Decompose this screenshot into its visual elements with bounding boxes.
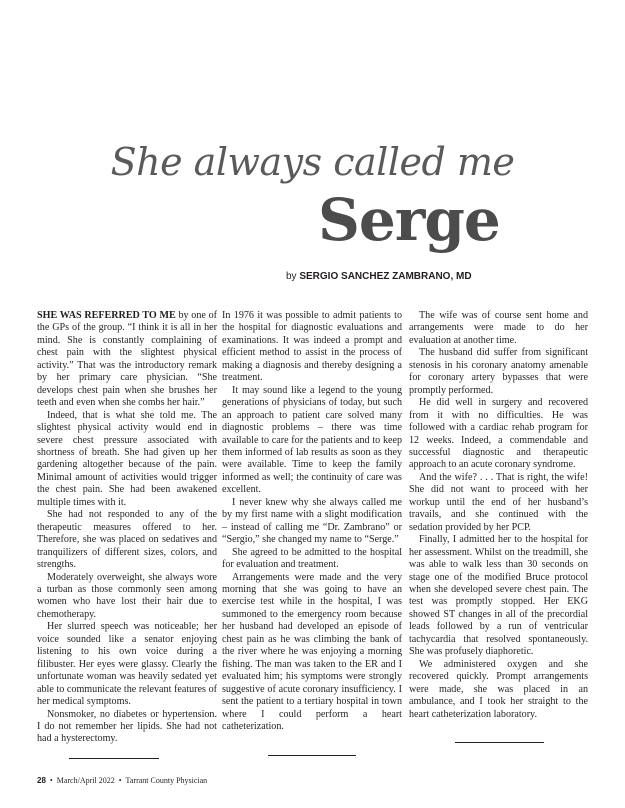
paragraph: Moderately overweight, she always wore a turban as those commonly seen among women who have lost their hair due to chemotherapy. — [37, 571, 217, 620]
page-footer — [37, 776, 207, 785]
column-3 — [409, 310, 588, 721]
paragraph: It may sound like a legend to the young generations of physicians of today, but such an approach to patient care solved many diagnostic problems – there was time available to care for the patients and to keep them informed of lab results as soon as they were available. Time to keep the family informed as well; the continuity of care was excellent. — [222, 384, 402, 496]
byline-prefix: by — [286, 271, 300, 282]
paragraph: Indeed, that is what she told me. The slightest physical activity would end in severe chest pressure associated with shortness of breath. She had given up her gardening altogether because of the pain. Minimal amount of activities would trigger the chest pain. She had been awakened multiple times with it. — [37, 409, 217, 508]
article-title-main: Serge — [318, 186, 500, 254]
page-number: 28 — [37, 776, 46, 785]
byline-author: SERGIO SANCHEZ ZAMBRANO, MD — [299, 271, 472, 282]
article-title-line1: She always called me — [110, 140, 515, 184]
paragraph: He did well in surgery and recovered from it with no difficulties. He was followed with a cardiac rehab program for 12 weeks. Indeed, a commendable and successful diagnostic and therapeutic approach to an acute coronary syndrome. — [409, 397, 588, 471]
paragraph: Her slurred speech was noticeable; her voice sounded like a senator enjoying listening to his own voice during a filibuster. Her eyes were glassy. Clearly the unfortunate woman was heavily sedated yet able to communicate the relevant features of her medical symptoms. — [37, 621, 217, 708]
footer-separator: • — [49, 776, 53, 785]
paragraph: She agreed to be admitted to the hospital for evaluation and treatment. — [222, 546, 402, 571]
paragraph: The wife was of course sent home and arrangements were made to do her evaluation at another time. — [409, 310, 588, 346]
paragraph: Arrangements were made and the very morning that she was going to have an exercise test while in the hospital, I was summoned to the emergency room because her husband had developed an episode of chest pain as he was climbing the bank of the river where he was enjoying a morning fishing. The man was taken to the ER and I evaluated him; his symptoms were strongly suggestive of acute coronary insufficiency. I sent the patient to a tertiary hospital in town where I could perform a heart catheterization. — [222, 571, 402, 732]
paragraph: The husband did suffer from significant stenosis in his coronary anatomy amenable for coronary artery bypasses that were promptly performed. — [409, 347, 588, 396]
paragraph: We administered oxygen and she recovered quickly. Prompt arrangements were made, she was placed in an ambulance, and I took her straight to the heart catheterization laboratory. — [409, 658, 588, 720]
publication-name: Tarrant County Physician — [125, 776, 208, 785]
column-3-end-rule — [455, 742, 544, 743]
paragraph: She had not responded to any of the therapeutic measures offered to her. Therefore, she was placed on sedatives and tranquilizers of different sizes, colors, and strengths. — [37, 509, 217, 571]
column-2-end-rule — [268, 755, 356, 756]
paragraph: In 1976 it was possible to admit patients to the hospital for diagnostic evaluations and examinations. It was indeed a prompt and efficient method to assist in the process of making a diagnosis and thereby designing a treatment. — [222, 310, 402, 384]
column-1-end-rule — [69, 758, 159, 759]
paragraph: I never knew why she always called me by my first name with a slight modification – instead of calling me “Dr. Zambrano” or “Sergio,” she changed my name to “Serge.” — [222, 496, 402, 546]
byline — [286, 271, 472, 282]
paragraph: SHE WAS REFERRED TO ME by one of the GPs of the group. “I think it is all in her mind. She is constantly complaining of chest pain with the slightest physical activity.” That was the introductory remark by her primary care physician. “She develops chest pain when she brushes her teeth and even when she combs her hair.” — [37, 310, 217, 409]
paragraph: Nonsmoker, no diabetes or hypertension. I do not remember her lipids. She had not had a hysterectomy. — [37, 708, 217, 745]
paragraph: Finally, I admitted her to the hospital for her assessment. Whilst on the treadmill, she was able to walk less than 30 seconds on stage one of the modified Bruce protocol when she developed severe chest pain. The test was promptly stopped. Her EKG showed ST changes in all of the precordial leads followed by a run of ventricular tachycardia that resolved spontaneously. She was profusely diaphoretic. — [409, 534, 588, 658]
footer-separator: • — [118, 776, 122, 785]
paragraph: And the wife? . . . That is right, the wife! She did not want to proceed with her workup until the end of her husband’s travails, and she continued with the sedation provided by her PCP. — [409, 471, 588, 533]
column-2 — [222, 310, 402, 733]
lead-in: SHE WAS REFERRED TO ME — [37, 310, 176, 321]
issue-date: March/April 2022 — [56, 776, 115, 785]
column-1 — [37, 310, 217, 746]
